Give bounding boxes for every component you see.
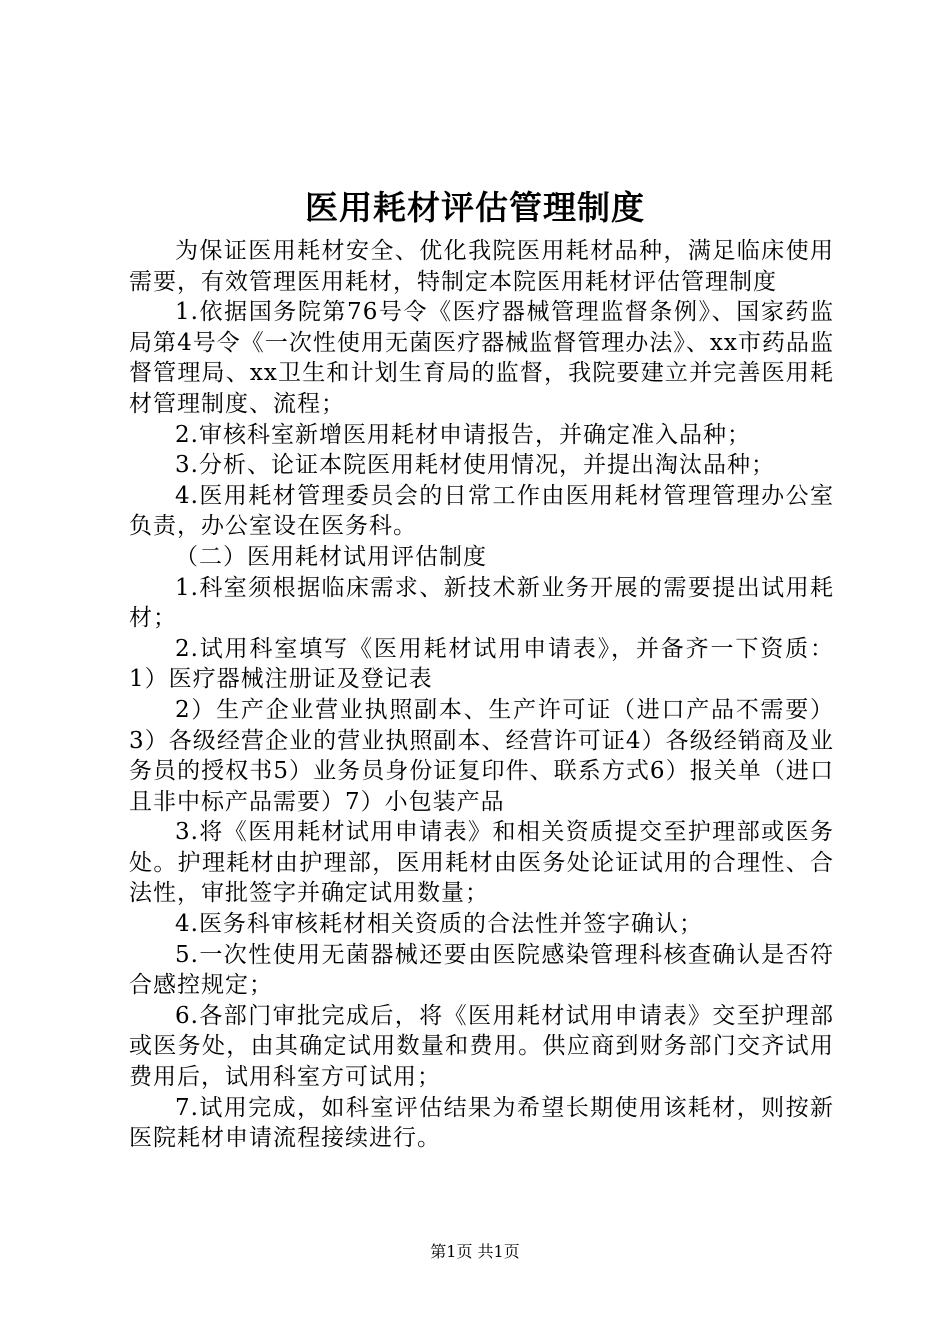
paragraph-item: 1.依据国务院第76号令《医疗器械管理监督条例》、国家药监局第4号令《一次性使用无菌医疗器械监督管理办法》、xx市药品监督管理局、xx卫生和计划生育局的监督，我院要建立并完善医用耗材管理制度、流程； [129, 299, 834, 417]
paragraph-intro: 为保证医用耗材安全、优化我院医用耗材品种，满足临床使用需要，有效管理医用耗材，特制定本院医用耗材评估管理制度 [129, 238, 834, 295]
paragraph-item: 4.医务科审核耗材相关资质的合法性并签字确认； [175, 911, 703, 938]
paragraph-item: 5.一次性使用无菌器械还要由医院感染管理科核查确认是否符合感控规定； [129, 941, 834, 999]
paragraph-item: 3.将《医用耗材试用申请表》和相关资质提交至护理部或医务处。护理耗材由护理部，医用耗材由医务处论证试用的合理性、合法性，审批签字并确定试用数量； [129, 819, 834, 907]
section-heading: （二）医用耗材试用评估制度 [175, 543, 487, 570]
page-footer: 第1页 共1页 [430, 1242, 520, 1261]
document-title: 医用耗材评估管理制度 [305, 188, 645, 227]
paragraph-item: 6.各部门审批完成后，将《医用耗材试用申请表》交至护理部或医务处，由其确定试用数量和费用。供应商到财务部门交齐试用费用后，试用科室方可试用； [129, 1002, 834, 1091]
paragraph-item: 2.审核科室新增医用耗材申请报告，并确定准入品种； [175, 421, 751, 448]
document-body [129, 236, 834, 1154]
paragraph-item: 7.试用完成，如科室评估结果为希望长期使用该耗材，则按新医院耗材申请流程接续进行。 [129, 1094, 834, 1152]
paragraph-item: 2.试用科室填写《医用耗材试用申请表》，并备齐一下资质：1）医疗器械注册证及登记表 [129, 635, 834, 693]
paragraph-item: 4.医用耗材管理委员会的日常工作由医用耗材管理管理办公室负责，办公室设在医务科。 [129, 482, 834, 540]
paragraph-item: 1.科室须根据临床需求、新技术新业务开展的需要提出试用耗材； [129, 574, 834, 632]
paragraph-item: 3.分析、论证本院医用耗材使用情况，并提出淘汰品种； [175, 452, 775, 479]
paragraph-item: 2）生产企业营业执照副本、生产许可证（进口产品不需要）3）各级经营企业的营业执照副本、经营许可证4）各级经销商及业务员的授权书5）业务员身份证复印件、联系方式6）报关单（进口且非中标产品需要）7）小包装产品 [129, 696, 834, 815]
